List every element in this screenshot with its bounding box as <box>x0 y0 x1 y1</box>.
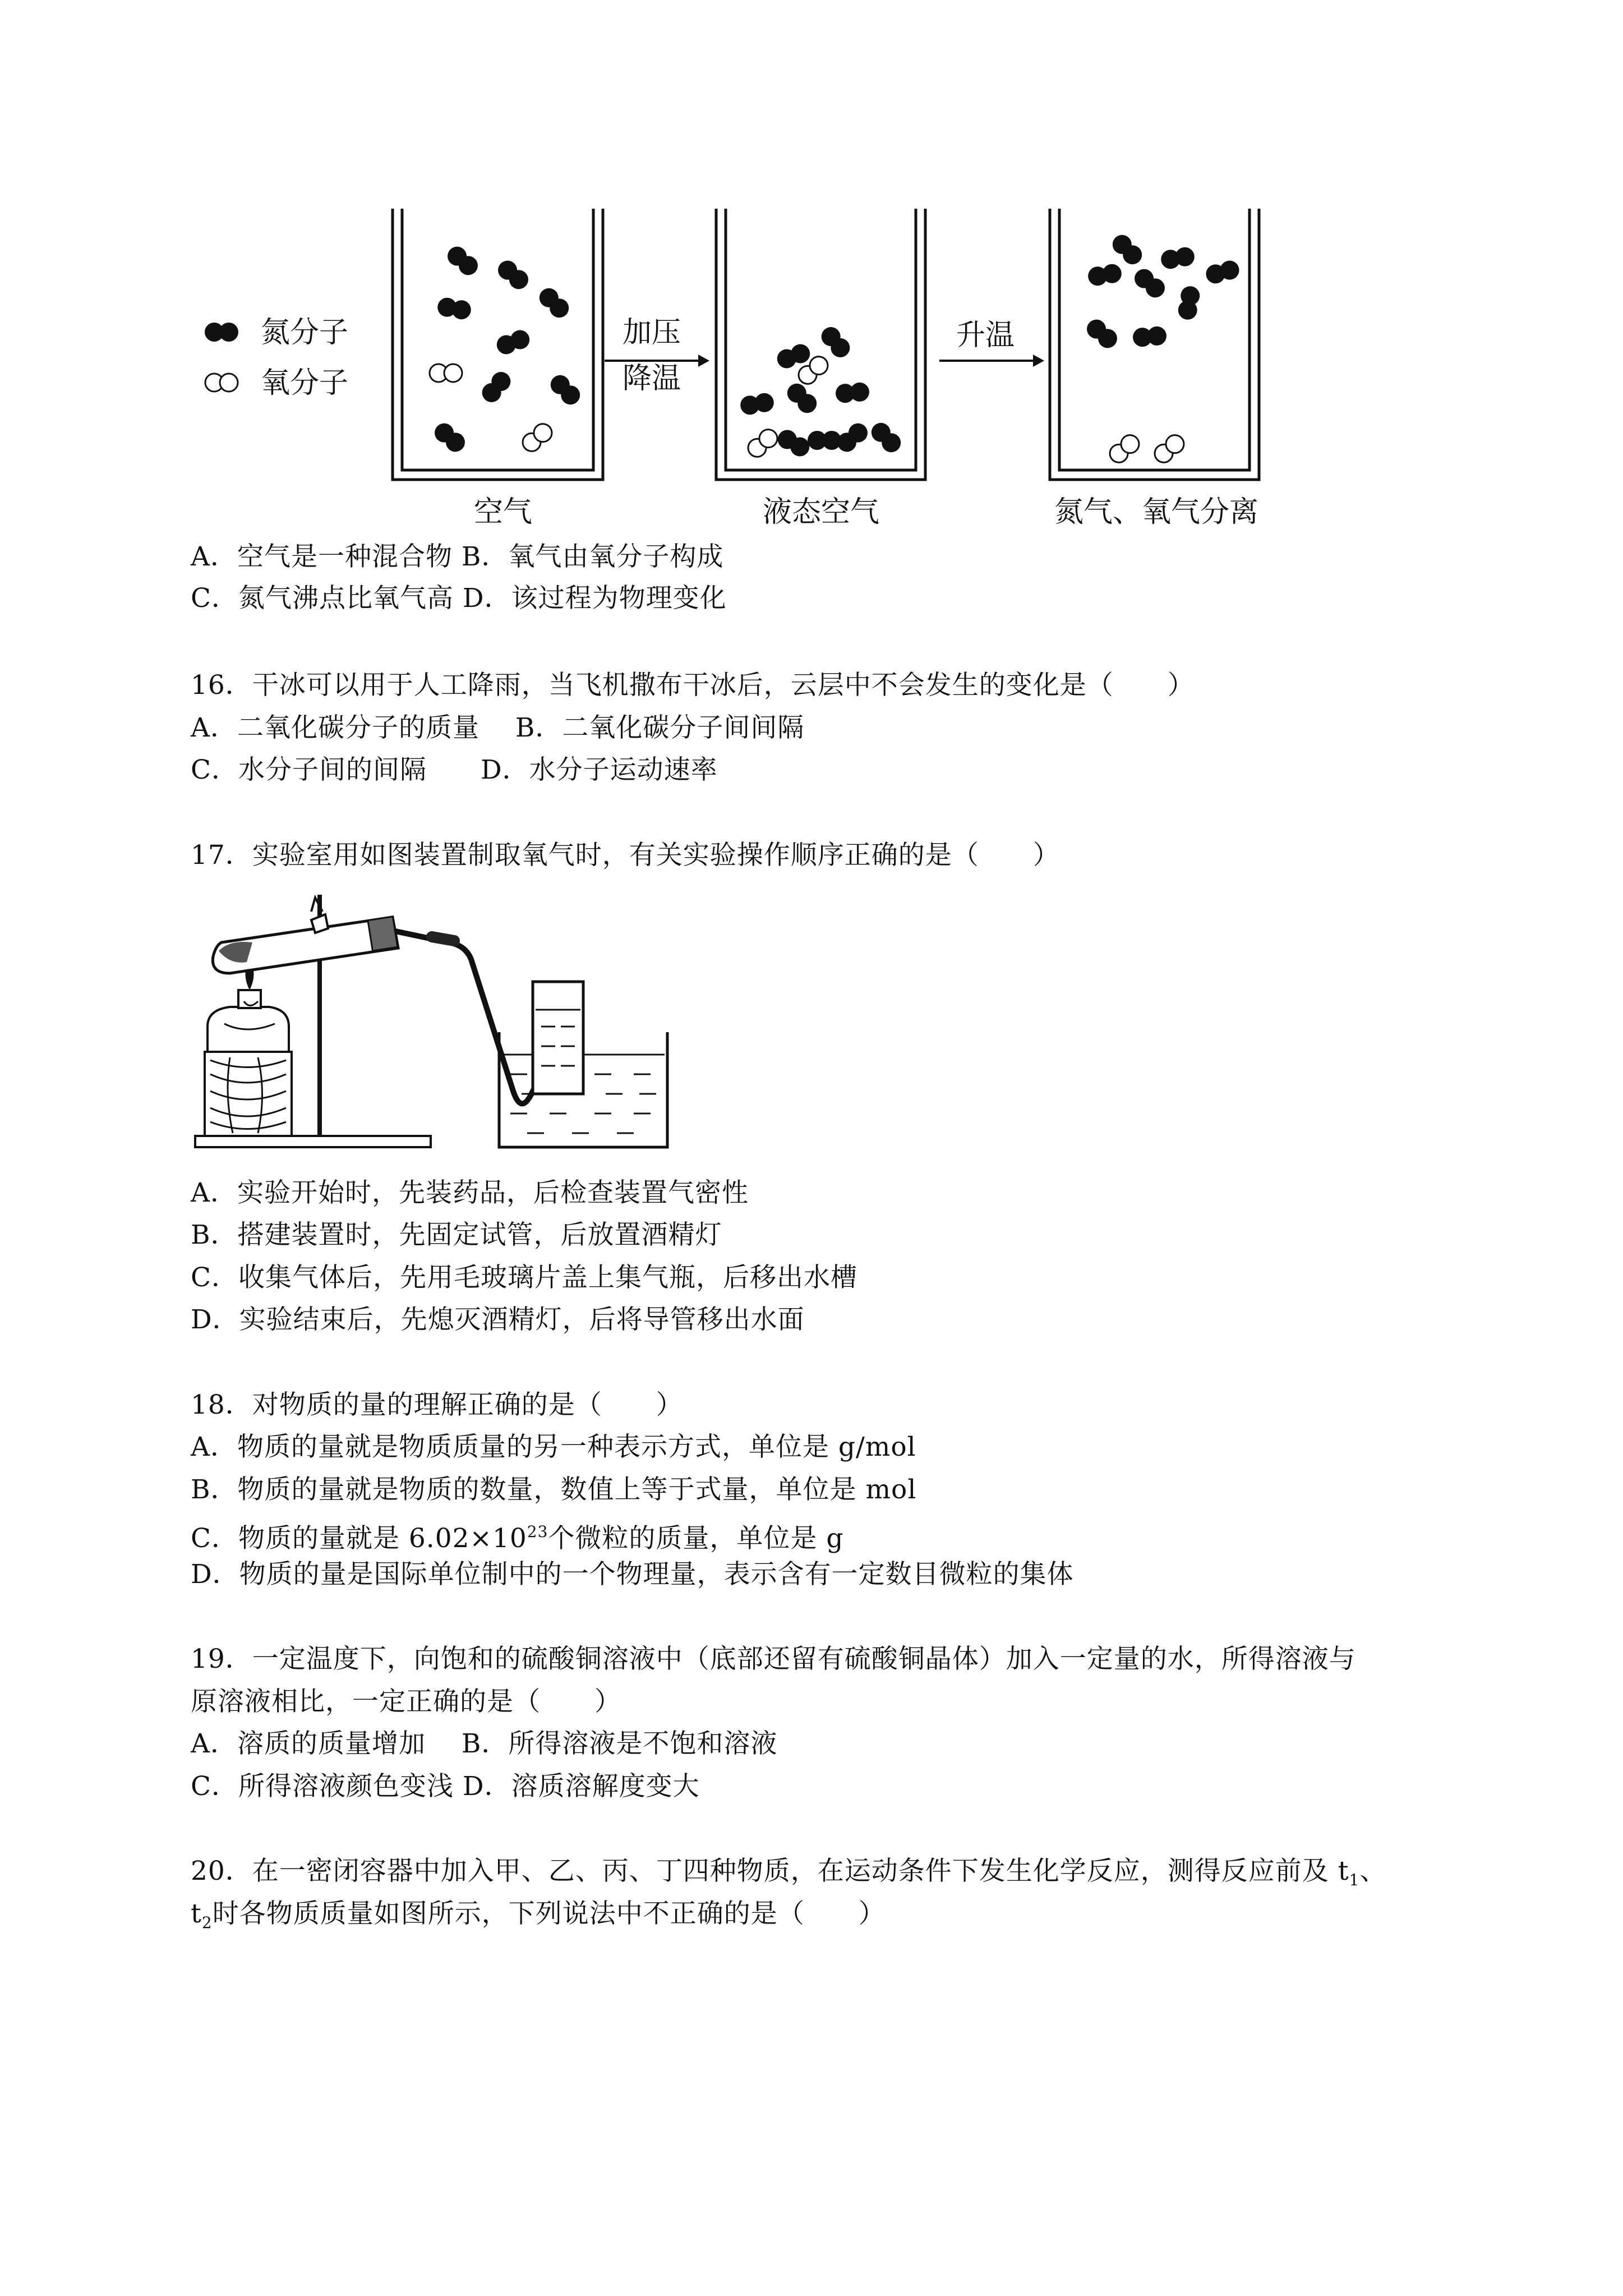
legend-oxygen-label: 氧分子 <box>261 366 349 400</box>
nitrogen-molecule-icon <box>205 323 238 342</box>
stand-base <box>195 1136 431 1147</box>
wooden-block <box>205 1052 292 1136</box>
q17-option-b: B．搭建装置时，先固定试管，后放置酒精灯 <box>191 1220 722 1250</box>
rubber-tube <box>432 937 454 941</box>
q18-stem: 18．对物质的量的理解正确的是（ ） <box>191 1389 683 1420</box>
legend-oxygen <box>205 366 348 400</box>
arrow-heat <box>939 319 1044 367</box>
arrow2-label: 升温 <box>956 319 1015 352</box>
alcohol-lamp <box>208 959 289 1052</box>
legend-nitrogen <box>205 316 348 349</box>
q17-option-a: A．实验开始时，先装药品，后检查装置气密性 <box>191 1177 749 1208</box>
arrow-compress-cool <box>605 316 709 395</box>
q18-option-c: C．物质的量就是 $6.02\times 10^{23}$个微粒的质量，单位是 g <box>191 1522 844 1554</box>
q19-stem-line2: 原溶液相比，一定正确的是（ ） <box>191 1686 621 1717</box>
oxygen-molecule-icon <box>205 374 238 392</box>
q17-option-d: D．实验结束后，先熄灭酒精灯，后将导管移出水面 <box>191 1304 805 1335</box>
q18-option-a: A．物质的量就是物质质量的另一种表示方式，单位是 g/mol <box>191 1432 916 1462</box>
oxygen-apparatus-diagram <box>191 889 819 1158</box>
q20-stem-line1: 20．在一密闭容器中加入甲、乙、丙、丁四种物质，在运动条件下发生化学反应，测得反应前及 $t_1$、 <box>191 1856 1387 1889</box>
q15-options-cd: C．氮气沸点比氧气高 D．该过程为物理变化 <box>191 583 727 614</box>
legend-nitrogen-label: 氮分子 <box>261 316 349 349</box>
q17-stem: 17．实验室用如图装置制取氧气时，有关实验操作顺序正确的是（ ） <box>191 840 1060 871</box>
q15-options-ab: A．空气是一种混合物 B．氧气由氧分子构成 <box>191 541 724 572</box>
beaker-separated <box>1050 209 1259 529</box>
label-liquid-air: 液态空气 <box>763 495 880 529</box>
q20-stem-line2: $t_2$时各物质质量如图所示，下列说法中不正确的是（ ） <box>191 1898 886 1932</box>
q19-options-ab: A．溶质的质量增加 B．所得溶液是不饱和溶液 <box>191 1728 778 1759</box>
beaker-liquid-air <box>716 209 925 529</box>
q19-options-cd: C．所得溶液颜色变浅 D．溶质溶解度变大 <box>191 1771 700 1802</box>
test-tube <box>213 898 398 973</box>
gas-collecting-bottle <box>533 982 583 1094</box>
q17-option-c: C．收集气体后，先用毛玻璃片盖上集气瓶，后移出水槽 <box>191 1262 857 1293</box>
arrow1-label-line1: 加压 <box>623 316 681 349</box>
label-air: 空气 <box>474 495 533 529</box>
molecule-diagram <box>191 202 1301 539</box>
delivery-tube <box>395 931 544 1104</box>
label-separated: 氮气、氧气分离 <box>1054 495 1259 529</box>
q16-stem: 16．干冰可以用于人工降雨，当飞机撒布干冰后，云层中不会发生的变化是（ ） <box>191 670 1195 701</box>
q18-option-b: B．物质的量就是物质的数量，数值上等于式量，单位是 mol <box>191 1474 917 1505</box>
q16-options-ab: A．二氧化碳分子的质量 B．二氧化碳分子间间隔 <box>191 712 805 743</box>
q18-option-d: D．物质的量是国际单位制中的一个物理量，表示含有一定数目微粒的集体 <box>191 1559 1074 1590</box>
beaker-air <box>393 209 603 529</box>
arrow1-label-line2: 降温 <box>623 362 681 395</box>
q16-options-cd: C．水分子间的间隔 D．水分子运动速率 <box>191 754 718 785</box>
q19-stem-line1: 19．一定温度下，向饱和的硫酸铜溶液中（底部还留有硫酸铜晶体）加入一定量的水，所得溶液与 <box>191 1644 1356 1674</box>
